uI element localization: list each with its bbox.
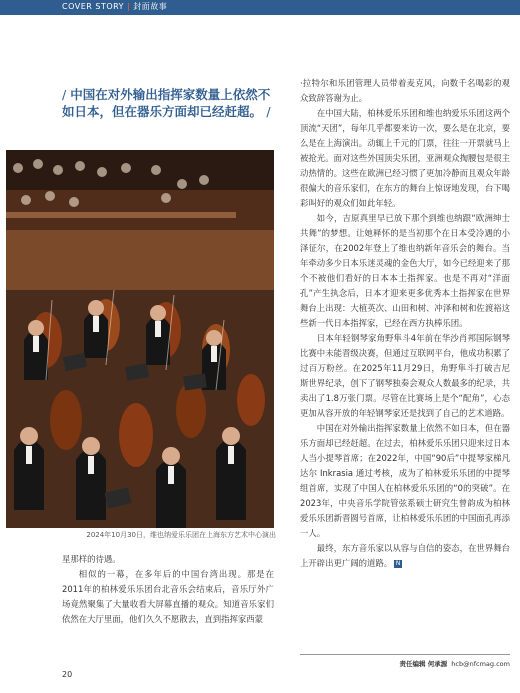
right-column-text [300, 76, 510, 571]
footer-divider [300, 654, 510, 655]
left-column-text [62, 552, 274, 627]
orchestra-illustration [6, 150, 274, 528]
pull-quote [62, 86, 276, 120]
editor-label: 责任编辑 何承源 [399, 660, 448, 668]
right-paragraph-4: 日本年轻钢琴家角野隼斗4年前在华沙肖邦国际钢琴比赛中未能晋级决赛，但通过互联网平台，他成功积累了过百万粉丝。在2025年11月29日，角野隼斗打破吉尼斯世界纪录，创下了钢琴独奏会观众人数最多的纪录，共卖出了1.8万张门票。尽管在比赛场上是个“配角”，心态更加从容开放的年轻钢琴家还是找到了自己的艺术道路。 [300, 333, 510, 418]
right-paragraph-6 [300, 541, 510, 571]
right-paragraph-1: ·拉特尔和乐团管理人员带着麦克风，向数千名喝彩的观众致辞答谢为止。 [300, 78, 510, 103]
right-paragraph-5: 中国在对外输出指挥家数量上依然不如日本，但在器乐方面却已经赶超。在过去，柏林爱乐乐团只迎来过日本人当小提琴首席；在2022年，中国“90后”中提琴家梯凡达尔 Inkrasia 通过考核，成为了柏林爱乐乐团的中提琴组首席，实现了中国人在柏林爱乐乐团的“0的突破”。在2023年，中央音乐学院管弦系硕士研究生曾韵成为柏林爱乐乐团新晋圆号首席，让柏林爱乐乐团的中国面孔再添一人。 [300, 423, 510, 538]
photo-caption: 2024年10月30日，维也纳爱乐乐团在上海东方艺术中心演出 [86, 531, 276, 539]
section-label-cn: 封面故事 [133, 2, 168, 11]
page-number: 20 [62, 670, 73, 679]
header-bar [0, 0, 520, 15]
right-paragraph-6-text: 最终，东方音乐家以从容与自信的姿态，在世界舞台上开辟出更广阔的道路。 [300, 543, 510, 568]
pull-quote-slash-close: / [266, 104, 271, 119]
left-paragraph-2: 相似的一幕，在多年后的中国台湾出现。那是在2011年的柏林爱乐乐团台北音乐会结束后，音乐厅外广场竟然聚集了大量收看大屏幕直播的观众。知道音乐家们依然在大厅里面，他们久久不愿散去，直到指挥家西蒙 [62, 569, 274, 624]
pull-quote-slash-open: / [62, 87, 67, 102]
right-paragraph-2: 在中国大陆，柏林爱乐乐团和维也纳爱乐乐团这两个顶流“天团”，每年几乎都要来访一次，要么是在北京，要么是在上海演出。动辄上千元的门票，往往一开票就马上被抢光。面对这些外国顶尖乐团，亚洲观众掏腰包是很主动热情的。这些在欧洲已经习惯了更加冷静而且观众年龄很偏大的音乐家们，在东方的舞台上惊讶地发现，台下喝彩叫好的观众们如此年轻。 [300, 108, 510, 208]
editor-credit [398, 659, 510, 668]
left-paragraph-1: 星那样的待遇。 [62, 554, 121, 564]
right-paragraph-3: 如今，吉原真里早已放下那个到维也纳跟“欧洲绅士共舞”的梦想。让她释怀的是当初那个在日本受冷遇的小泽征尔，在2002年登上了维也纳新年音乐会的舞台。当年牵动多少日本乐迷灵魂的金色大厅，如今已经迎来了那个不被他们看好的日本本土指挥家。也是不再对“洋面孔”产生执念后，日本才迎来更多优秀本土指挥家在世界舞台上出现：大植英次、山田和树、冲泽和树和佐渡裕这些新一代日本指挥家，已经在西方执棒乐团。 [300, 213, 510, 328]
pull-quote-text: 中国在对外输出指挥家数量上依然不如日本，但在器乐方面却已经赶超。 [62, 87, 271, 119]
end-mark-icon: N [395, 559, 401, 567]
section-label [62, 1, 167, 12]
editor-email: hcb@nfcmag.com [451, 660, 510, 668]
section-label-en: COVER STORY [62, 2, 125, 11]
orchestra-photo [6, 150, 274, 528]
section-separator: | [127, 2, 131, 11]
